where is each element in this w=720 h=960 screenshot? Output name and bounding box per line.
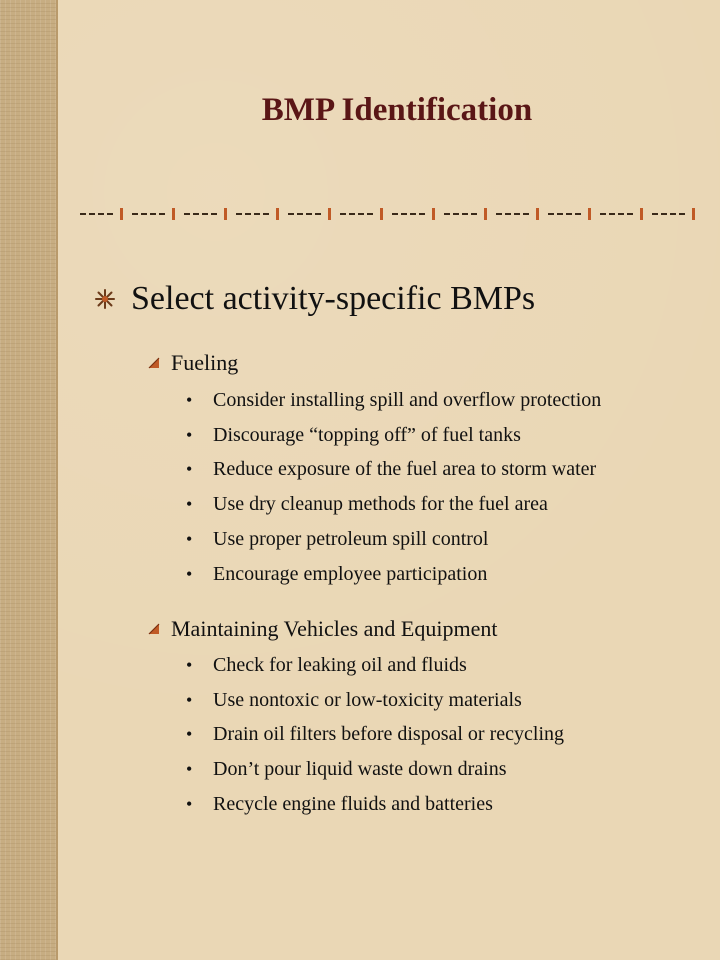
section-heading-text: Fueling — [171, 350, 239, 375]
bullet-dot: • — [186, 689, 193, 710]
divider-marker — [432, 208, 435, 220]
divider-marker — [172, 208, 175, 220]
list-item — [186, 787, 564, 822]
divider-dash — [202, 213, 208, 215]
divider-marker — [224, 208, 227, 220]
divider-dash — [263, 213, 269, 215]
divider-dash — [306, 213, 312, 215]
divider-marker — [276, 208, 279, 220]
divider-dash — [566, 213, 572, 215]
left-texture-strip — [0, 0, 56, 960]
divider-marker — [380, 208, 383, 220]
list-item — [186, 487, 601, 522]
list-item-text: Drain oil filters before disposal or recycling — [213, 723, 564, 746]
list-item-text: Use proper petroleum spill control — [213, 528, 489, 551]
level1-text: Select activity-specific BMPs — [131, 280, 536, 317]
divider-dash — [471, 213, 477, 215]
divider-marker — [484, 208, 487, 220]
divider-dash — [557, 213, 563, 215]
divider-dash — [627, 213, 633, 215]
divider-dash — [548, 213, 554, 215]
divider-dash — [575, 213, 581, 215]
divider-dash — [410, 213, 416, 215]
divider-dash — [107, 213, 113, 215]
divider-marker — [692, 208, 695, 220]
divider-dash — [349, 213, 355, 215]
divider-marker — [536, 208, 539, 220]
divider-dash — [600, 213, 606, 215]
divider-dash — [679, 213, 685, 215]
divider-dash — [159, 213, 165, 215]
slide-title: BMP Identification — [261, 92, 533, 128]
list-item-text: Check for leaking oil and fluids — [213, 653, 467, 676]
section-heading-maintaining — [147, 616, 497, 642]
divider-marker — [640, 208, 643, 220]
maintaining-list — [186, 648, 564, 822]
bullet-dot: • — [186, 724, 193, 745]
divider-dash — [661, 213, 667, 215]
divider-dash — [132, 213, 138, 215]
bullet-dot: • — [186, 654, 193, 675]
divider-dash — [670, 213, 676, 215]
list-item-text: Use nontoxic or low-toxicity materials — [213, 688, 522, 711]
list-item — [186, 383, 601, 418]
list-item — [186, 718, 564, 753]
divider-dash — [98, 213, 104, 215]
divider-dash — [419, 213, 425, 215]
fueling-list — [186, 383, 601, 592]
list-item-text: Encourage employee participation — [213, 562, 488, 585]
divider-dash — [245, 213, 251, 215]
decorative-divider — [80, 206, 696, 222]
bullet-dot: • — [186, 563, 193, 584]
bullet-dot: • — [186, 459, 193, 480]
divider-dash — [80, 213, 86, 215]
divider-dash — [444, 213, 450, 215]
list-item-text: Consider installing spill and overflow protection — [213, 388, 602, 411]
divider-dash — [315, 213, 321, 215]
divider-dash — [618, 213, 624, 215]
divider-dash — [184, 213, 190, 215]
list-item — [186, 557, 601, 592]
divider-dash — [340, 213, 346, 215]
pointer-bullet-icon — [147, 356, 161, 370]
divider-dash — [141, 213, 147, 215]
level1-bullet — [94, 280, 535, 318]
divider-dash — [401, 213, 407, 215]
divider-dash — [150, 213, 156, 215]
divider-dash — [89, 213, 95, 215]
divider-marker — [120, 208, 123, 220]
divider-dash — [609, 213, 615, 215]
divider-dash — [236, 213, 242, 215]
bullet-dot: • — [186, 759, 193, 780]
divider-dash — [254, 213, 260, 215]
pointer-bullet-icon — [147, 622, 161, 636]
star-bullet-icon — [94, 288, 116, 310]
divider-dash — [193, 213, 199, 215]
list-item — [186, 453, 601, 488]
divider-dash — [392, 213, 398, 215]
divider-dash — [496, 213, 502, 215]
divider-dash — [505, 213, 511, 215]
list-item — [186, 418, 601, 453]
divider-marker — [588, 208, 591, 220]
divider-dash — [367, 213, 373, 215]
list-item-text: Use dry cleanup methods for the fuel area — [213, 493, 548, 516]
divider-marker — [328, 208, 331, 220]
divider-dash — [514, 213, 520, 215]
divider-dash — [297, 213, 303, 215]
bullet-dot: • — [186, 424, 193, 445]
list-item — [186, 683, 564, 718]
list-item — [186, 752, 564, 787]
list-item-text: Don’t pour liquid waste down drains — [213, 758, 507, 781]
divider-dash — [652, 213, 658, 215]
section-heading-fueling — [147, 350, 238, 376]
list-item-text: Discourage “topping off” of fuel tanks — [213, 423, 521, 446]
bullet-dot: • — [186, 389, 193, 410]
bullet-dot: • — [186, 494, 193, 515]
list-item — [186, 522, 601, 557]
divider-dash — [462, 213, 468, 215]
divider-dash — [358, 213, 364, 215]
left-strip-edge — [56, 0, 58, 960]
divider-dash — [453, 213, 459, 215]
list-item-text: Recycle engine fluids and batteries — [213, 793, 493, 816]
list-item — [186, 648, 564, 683]
bullet-dot: • — [186, 529, 193, 550]
section-heading-text: Maintaining Vehicles and Equipment — [171, 616, 498, 641]
list-item-text: Reduce exposure of the fuel area to storm water — [213, 458, 597, 481]
divider-dash — [288, 213, 294, 215]
divider-dash — [211, 213, 217, 215]
bullet-dot: • — [186, 794, 193, 815]
divider-dash — [523, 213, 529, 215]
